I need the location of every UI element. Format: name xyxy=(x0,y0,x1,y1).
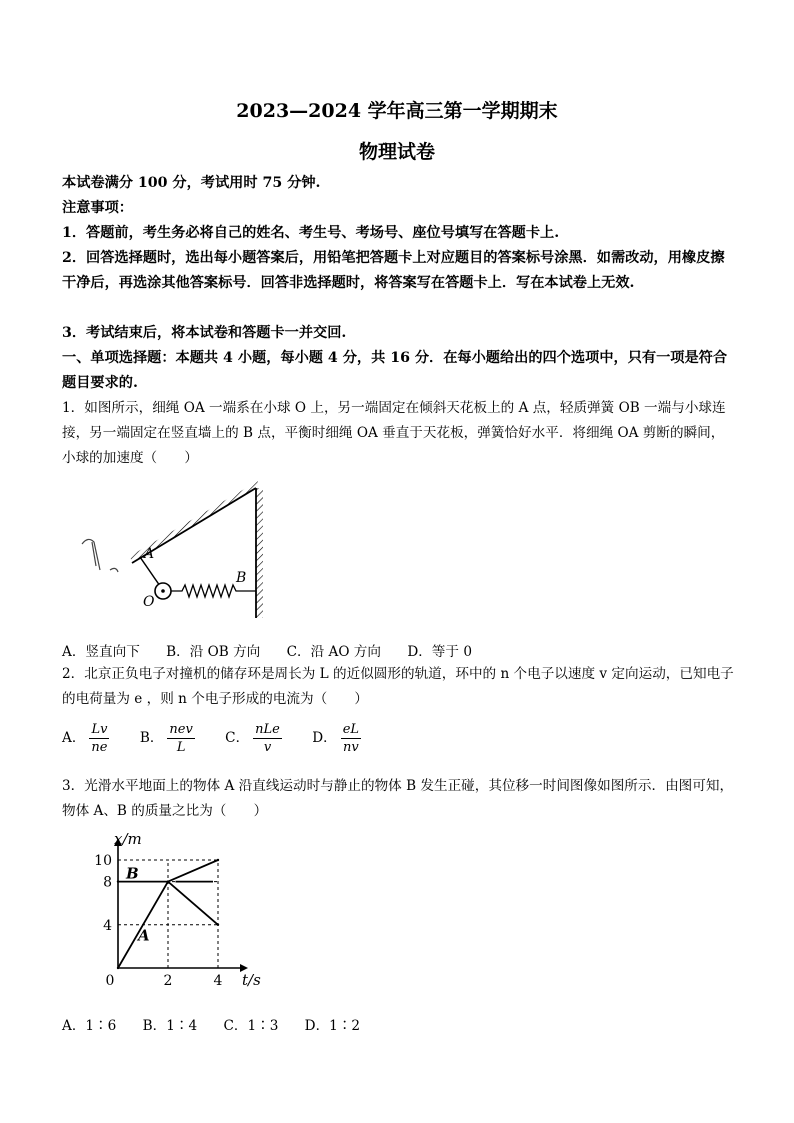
q2-option-d-label: D． xyxy=(312,730,337,746)
q2-option-d-denominator: nv xyxy=(343,740,359,755)
q3-option-d[interactable]: D．1∶2 xyxy=(304,1018,361,1034)
q3-option-c[interactable]: C．1∶3 xyxy=(223,1018,279,1034)
series-B-point-2 xyxy=(217,924,219,926)
notice-item-2: 2．回答选择题时，选出每小题答案后，用铅笔把答题卡上对应题目的答案标号涂黑．如需改动，用橡皮擦干净后，再选涂其他答案标号．回答非选择题时，将答案写在答题卡上．写在本试卷上无效. xyxy=(62,250,725,291)
q1-option-c[interactable]: C．沿 AO 方向 xyxy=(286,644,381,660)
q1-option-b[interactable]: B．沿 OB 方向 xyxy=(166,644,261,660)
q2-option-c-fraction xyxy=(253,722,282,755)
series-B-point-0 xyxy=(117,880,119,882)
q2-option-b-fraction xyxy=(167,722,194,755)
section-heading: 一、单项选择题：本题共 4 小题，每小题 4 分，共 16 分．在每小题给出的四个选项中，只有一项是符合题目要求的. xyxy=(62,350,728,391)
x-axis-label: t/s xyxy=(242,971,261,989)
label-a: A xyxy=(144,546,155,562)
x-tick-label-0: 0 xyxy=(105,973,115,989)
q2-option-d[interactable] xyxy=(312,722,365,755)
label-o: O xyxy=(143,594,155,610)
q1-option-a[interactable]: A．竖直向下 xyxy=(62,644,140,660)
q2-option-b[interactable] xyxy=(140,722,199,755)
question-1-figure xyxy=(70,478,270,618)
x-tick-label-2: 4 xyxy=(213,973,223,989)
q3-option-a[interactable]: A．1∶6 xyxy=(62,1018,117,1034)
q1-option-d[interactable]: D．等于 0 xyxy=(407,644,472,660)
q2-option-c-denominator: v xyxy=(263,740,272,755)
notice-item-3: 3．考试结束后，将本试卷和答题卡一并交回. xyxy=(62,325,347,341)
series-label-b: B xyxy=(126,864,139,883)
q2-option-a[interactable] xyxy=(62,722,114,755)
ball-center xyxy=(161,589,165,593)
x-tick-label-1: 2 xyxy=(163,973,173,989)
notice-item-1: 1．答题前，考生务必将自己的姓名、考生号、考场号、座位号填写在答题卡上. xyxy=(62,225,560,241)
question-2-options xyxy=(62,722,387,755)
series-label-a: A xyxy=(138,926,150,945)
y-axis-label: x/m xyxy=(114,830,142,848)
question-1-options xyxy=(62,640,494,660)
q2-option-c-label: C． xyxy=(225,730,250,746)
scribble-mark xyxy=(82,539,118,572)
q2-option-b-numerator: nev xyxy=(169,722,193,737)
question-3-text: 3．光滑水平地面上的物体 A 沿直线运动时与静止的物体 B 发生正碰，其位移一时间图像如图所示．由图可知，物体 A、B 的质量之比为（ ） xyxy=(62,778,734,819)
exam-subtitle: 物理试卷 xyxy=(358,141,435,163)
chart-marks-layer xyxy=(94,830,261,989)
q2-option-d-numerator: eL xyxy=(342,722,360,737)
q2-option-c[interactable] xyxy=(225,722,286,755)
exam-info: 本试卷满分 100 分，考试用时 75 分钟. xyxy=(62,175,321,191)
q2-option-b-label: B． xyxy=(139,730,164,746)
exam-title: 2023—2024 学年高三第一学期期末 xyxy=(236,100,558,122)
spring-ob xyxy=(171,585,256,597)
q2-option-c-numerator: nLe xyxy=(255,722,280,737)
series-B-point-1 xyxy=(167,880,169,882)
q2-option-a-label: A． xyxy=(62,730,86,746)
series-A-point-0 xyxy=(117,967,119,969)
q2-option-d-fraction xyxy=(341,722,361,755)
question-3-chart xyxy=(90,830,261,995)
q2-option-a-fraction xyxy=(89,722,109,755)
notice-heading: 注意事项： xyxy=(62,200,133,216)
y-tick-label-1: 8 xyxy=(103,874,112,891)
label-b: B xyxy=(236,570,247,586)
q2-option-b-denominator: L xyxy=(176,740,186,755)
series-A-point-2 xyxy=(217,859,219,861)
question-2-text: 2．北京正负电子对撞机的储存环是周长为 L 的近似圆形的轨道，环中的 n 个电子以速度 v 定向运动，已知电子的电荷量为 e ，则 n 个电子形成的电流为（ ） xyxy=(62,666,734,707)
q2-option-a-numerator: Lv xyxy=(91,722,108,737)
question-3-options xyxy=(62,1014,382,1034)
q2-option-a-denominator: ne xyxy=(91,740,108,755)
y-tick-label-0: 4 xyxy=(103,917,112,934)
wall-hatch xyxy=(256,488,263,618)
question-1-text: 1．如图所示，细绳 OA 一端系在小球 O 上，另一端固定在倾斜天花板上的 A 点，轻质弹簧 OB 一端与小球连接，另一端固定在竖直墙上的 B 点，平衡时细绳 OA 垂直于天花板，弹簧恰好水平．将细绳 OA 剪断的瞬间，小球的加速度（ ） xyxy=(62,400,726,466)
y-tick-label-2: 10 xyxy=(94,853,112,869)
q3-option-b[interactable]: B．1∶4 xyxy=(142,1018,198,1034)
